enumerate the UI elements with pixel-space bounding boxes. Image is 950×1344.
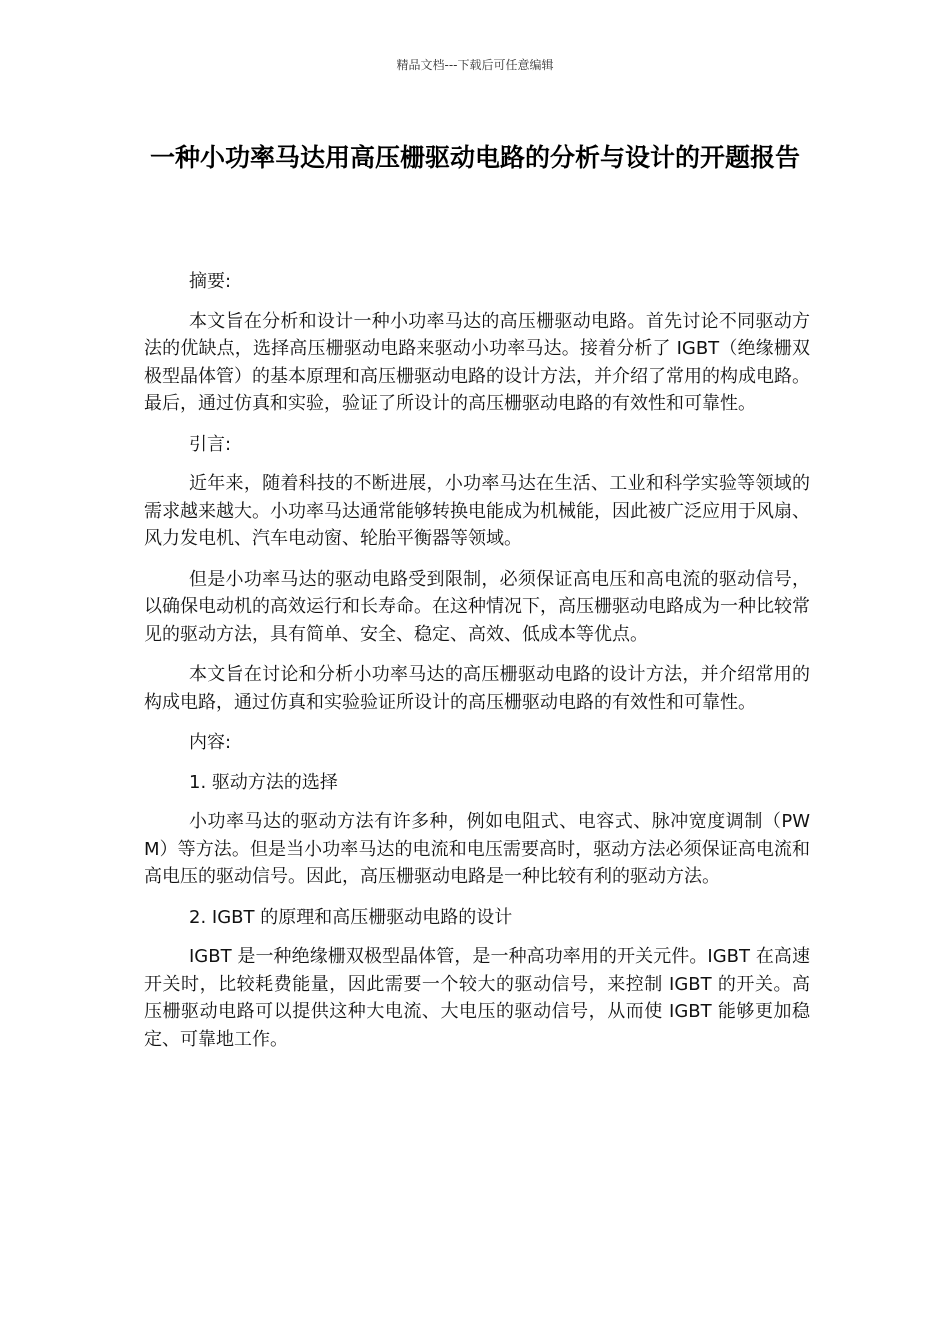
document-title: 一种小功率马达用高压栅驱动电路的分析与设计的开题报告: [149, 143, 800, 172]
section-label-abstract: 摘要:: [189, 271, 232, 292]
header-note: 精品文档---下载后可任意编辑: [396, 58, 554, 72]
section-label-introduction: 引言:: [189, 433, 232, 455]
introduction-paragraph-3: 本文旨在讨论和分析小功率马达的高压栅驱动电路的设计方法，并介绍常用的构成电路，通过仿真和实验验证所设计的高压栅驱动电路的有效性和可靠性。: [144, 664, 810, 713]
introduction-paragraph-1: 近年来，随着科技的不断进展，小功率马达在生活、工业和科学实验等领域的需求越来越大。小功率马达通常能够转换电能成为机械能，因此被广泛应用于风扇、风力发电机、汽车电动窗、轮胎平衡器等领域。: [144, 473, 810, 549]
abstract-paragraph: 本文旨在分析和设计一种小功率马达的高压栅驱动电路。首先讨论不同驱动方法的优缺点，选择高压栅驱动电路来驱动小功率马达。接着分析了 IGBT（绝缘栅双极型晶体管）的基本原理和高压栅驱动电路的设计方法，并介绍了常用的构成电路。最后，通过仿真和实验，验证了所设计的高压栅驱动电路的有效性和可靠性。: [144, 310, 810, 414]
document-body: [144, 268, 810, 1066]
drive-method-paragraph: 小功率马达的驱动方法有许多种，例如电阻式、电容式、脉冲宽度调制（PWM）等方法。但是当小功率马达的电流和电压需要高时，驱动方法必须保证高电流和高电压的驱动信号。因此，高压栅驱动电路是一种比较有利的驱动方法。: [144, 811, 810, 887]
section-label-content: 内容:: [189, 732, 232, 753]
subheading-drive-method: 1. 驱动方法的选择: [189, 771, 338, 793]
subheading-igbt-design: 2. IGBT 的原理和高压栅驱动电路的设计: [189, 906, 513, 928]
introduction-paragraph-2: 但是小功率马达的驱动电路受到限制，必须保证高电压和高电流的驱动信号，以确保电动机的高效运行和长寿命。在这种情况下，高压栅驱动电路成为一种比较常见的驱动方法，具有简单、安全、稳定、高效、低成本等优点。: [144, 568, 810, 645]
igbt-paragraph: IGBT 是一种绝缘栅双极型晶体管，是一种高功率用的开关元件。IGBT 在高速开关时，比较耗费能量，因此需要一个较大的驱动信号，来控制 IGBT 的开关。高压栅驱动电路可以提供这种大电流、大电压的驱动信号，从而使 IGBT 能够更加稳定、可靠地工作。: [144, 946, 810, 1050]
